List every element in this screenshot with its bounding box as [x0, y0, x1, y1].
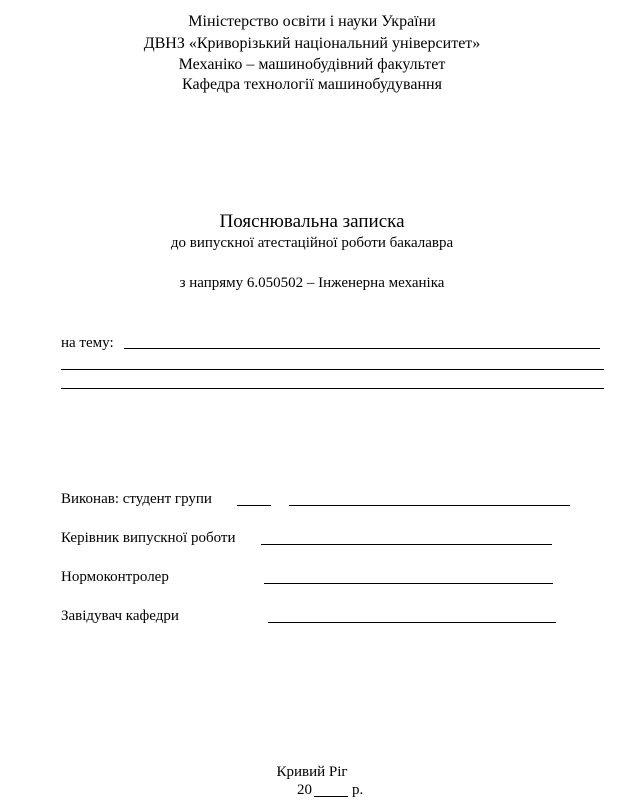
year-suffix: р.: [352, 782, 364, 798]
faculty-name: Механіко – машинобудівний факультет: [178, 56, 446, 73]
ministry-name: Міністерство освіти і науки України: [188, 13, 436, 30]
study-direction: з напряму 6.050502 – Інженерна механіка: [179, 275, 445, 291]
head-label: Завідувач кафедри: [61, 608, 179, 624]
year-blank-line[interactable]: [314, 796, 348, 797]
supervisor-label: Керівник випускної роботи: [61, 530, 236, 546]
topic-line-2[interactable]: [61, 369, 604, 370]
topic-label: на тему:: [61, 335, 114, 351]
document-title: Пояснювальна записка: [219, 211, 405, 232]
city: Кривий Ріг: [276, 764, 348, 780]
department-name: Кафедра технології машинобудування: [182, 76, 442, 93]
performer-signature-line[interactable]: [289, 505, 570, 506]
performer-label: Виконав: студент групи: [61, 491, 212, 507]
topic-line-1[interactable]: [124, 348, 600, 349]
normcontroller-signature-line[interactable]: [264, 583, 553, 584]
document-subtitle: до випускної атестаційної роботи бакалавра: [170, 235, 454, 251]
normcontroller-label: Нормоконтролер: [61, 569, 169, 585]
year-prefix: 20: [297, 782, 312, 798]
university-name: ДВНЗ «Криворізький національний університет»: [143, 35, 481, 52]
head-signature-line[interactable]: [268, 622, 556, 623]
supervisor-signature-line[interactable]: [261, 544, 552, 545]
group-number-line[interactable]: [237, 505, 271, 506]
topic-line-3[interactable]: [61, 388, 604, 389]
